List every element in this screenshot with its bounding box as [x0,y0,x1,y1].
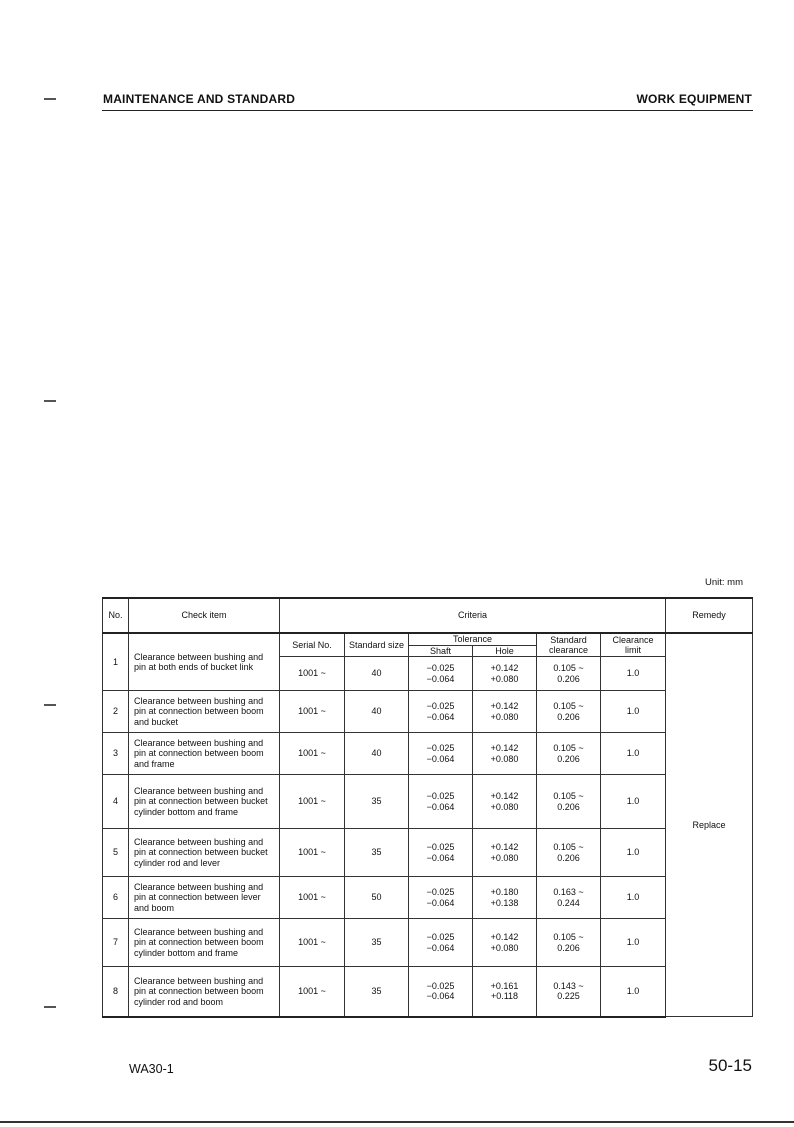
header-section-title: MAINTENANCE AND STANDARD [103,92,296,106]
binding-hole-mark [44,400,56,402]
col-header-check-item: Check item [129,598,280,633]
row-number: 5 [103,829,129,877]
standard-size-cell: 35 [345,967,409,1017]
hole-tolerance-cell: +0.180 +0.138 [473,877,537,919]
hole-tolerance-cell: +0.142 +0.080 [473,919,537,967]
shaft-tolerance-cell: −0.025 −0.064 [409,829,473,877]
standard-size-cell: 40 [345,657,409,691]
col-header-clearance-limit: Clearance limit [601,633,666,657]
hole-tolerance-cell: +0.142 +0.080 [473,657,537,691]
check-item: Clearance between bushing and pin at connection between boom and frame [129,733,280,775]
binding-hole-mark [44,98,56,100]
clearance-limit-cell: 1.0 [601,657,666,691]
standard-clearance-cell: 0.105 ~ 0.206 [537,691,601,733]
clearance-limit-cell: 1.0 [601,733,666,775]
serial-no-cell: 1001 ~ [280,829,345,877]
footer-page-number: 50-15 [708,1056,752,1075]
check-item: Clearance between bushing and pin at connection between boom cylinder bottom and frame [129,919,280,967]
row-number: 3 [103,733,129,775]
clearance-limit-cell: 1.0 [601,829,666,877]
hole-tolerance-cell: +0.142 +0.080 [473,691,537,733]
standard-clearance-cell: 0.105 ~ 0.206 [537,733,601,775]
row-number: 1 [103,633,129,691]
clearance-limit-cell: 1.0 [601,877,666,919]
standard-clearance-cell: 0.105 ~ 0.206 [537,829,601,877]
standard-clearance-cell: 0.163 ~ 0.244 [537,877,601,919]
standard-size-cell: 35 [345,919,409,967]
shaft-tolerance-cell: −0.025 −0.064 [409,919,473,967]
hole-tolerance-cell: +0.142 +0.080 [473,829,537,877]
clearance-limit-cell: 1.0 [601,967,666,1017]
serial-no-cell: 1001 ~ [280,775,345,829]
check-item: Clearance between bushing and pin at connection between bucket cylinder bottom and frame [129,775,280,829]
bottom-rule [0,1121,794,1123]
check-item: Clearance between bushing and pin at connection between boom cylinder rod and boom [129,967,280,1017]
col-header-tolerance: Tolerance [409,633,537,645]
standard-clearance-cell: 0.105 ~ 0.206 [537,775,601,829]
clearance-limit-cell: 1.0 [601,919,666,967]
hole-tolerance-cell: +0.142 +0.080 [473,775,537,829]
serial-no-cell: 1001 ~ [280,733,345,775]
hole-tolerance-cell: +0.142 +0.080 [473,733,537,775]
col-header-shaft: Shaft [409,645,473,657]
binding-hole-mark [44,1006,56,1008]
shaft-tolerance-cell: −0.025 −0.064 [409,775,473,829]
col-header-no: No. [103,598,129,633]
col-header-remedy: Remedy [666,598,753,633]
serial-no-cell: 1001 ~ [280,967,345,1017]
binding-hole-mark [44,704,56,706]
standard-clearance-cell: 0.105 ~ 0.206 [537,657,601,691]
col-header-criteria: Criteria [280,598,666,633]
standard-size-cell: 35 [345,829,409,877]
shaft-tolerance-cell: −0.025 −0.064 [409,877,473,919]
standard-clearance-cell: 0.143 ~ 0.225 [537,967,601,1017]
row-number: 2 [103,691,129,733]
check-item: Clearance between bushing and pin at connection between lever and boom [129,877,280,919]
col-header-hole: Hole [473,645,537,657]
row-number: 8 [103,967,129,1017]
col-header-standard-size: Standard size [345,633,409,657]
row-number: 6 [103,877,129,919]
shaft-tolerance-cell: −0.025 −0.064 [409,733,473,775]
standard-size-cell: 40 [345,733,409,775]
footer-model-number: WA30-1 [129,1062,174,1076]
standard-clearance-cell: 0.105 ~ 0.206 [537,919,601,967]
col-header-serial-no: Serial No. [280,633,345,657]
shaft-tolerance-cell: −0.025 −0.064 [409,657,473,691]
standard-size-cell: 50 [345,877,409,919]
serial-no-cell: 1001 ~ [280,919,345,967]
hole-tolerance-cell: +0.161 +0.118 [473,967,537,1017]
serial-no-cell: 1001 ~ [280,691,345,733]
clearance-limit-cell: 1.0 [601,691,666,733]
row-number: 4 [103,775,129,829]
standard-size-cell: 40 [345,691,409,733]
shaft-tolerance-cell: −0.025 −0.064 [409,967,473,1017]
serial-no-cell: 1001 ~ [280,877,345,919]
maintenance-standard-table [102,597,753,1018]
shaft-tolerance-cell: −0.025 −0.064 [409,691,473,733]
serial-no-cell: 1001 ~ [280,657,345,691]
header-rule [102,110,753,111]
standard-size-cell: 35 [345,775,409,829]
check-item: Clearance between bushing and pin at connection between bucket cylinder rod and lever [129,829,280,877]
unit-label: Unit: mm [705,577,743,588]
check-item: Clearance between bushing and pin at both ends of bucket link [129,633,280,691]
check-item: Clearance between bushing and pin at connection between boom and bucket [129,691,280,733]
clearance-limit-cell: 1.0 [601,775,666,829]
header-chapter-title: WORK EQUIPMENT [636,92,752,106]
row-number: 7 [103,919,129,967]
remedy-cell: Replace [666,633,753,1017]
col-header-standard-clearance: Standard clearance [537,633,601,657]
